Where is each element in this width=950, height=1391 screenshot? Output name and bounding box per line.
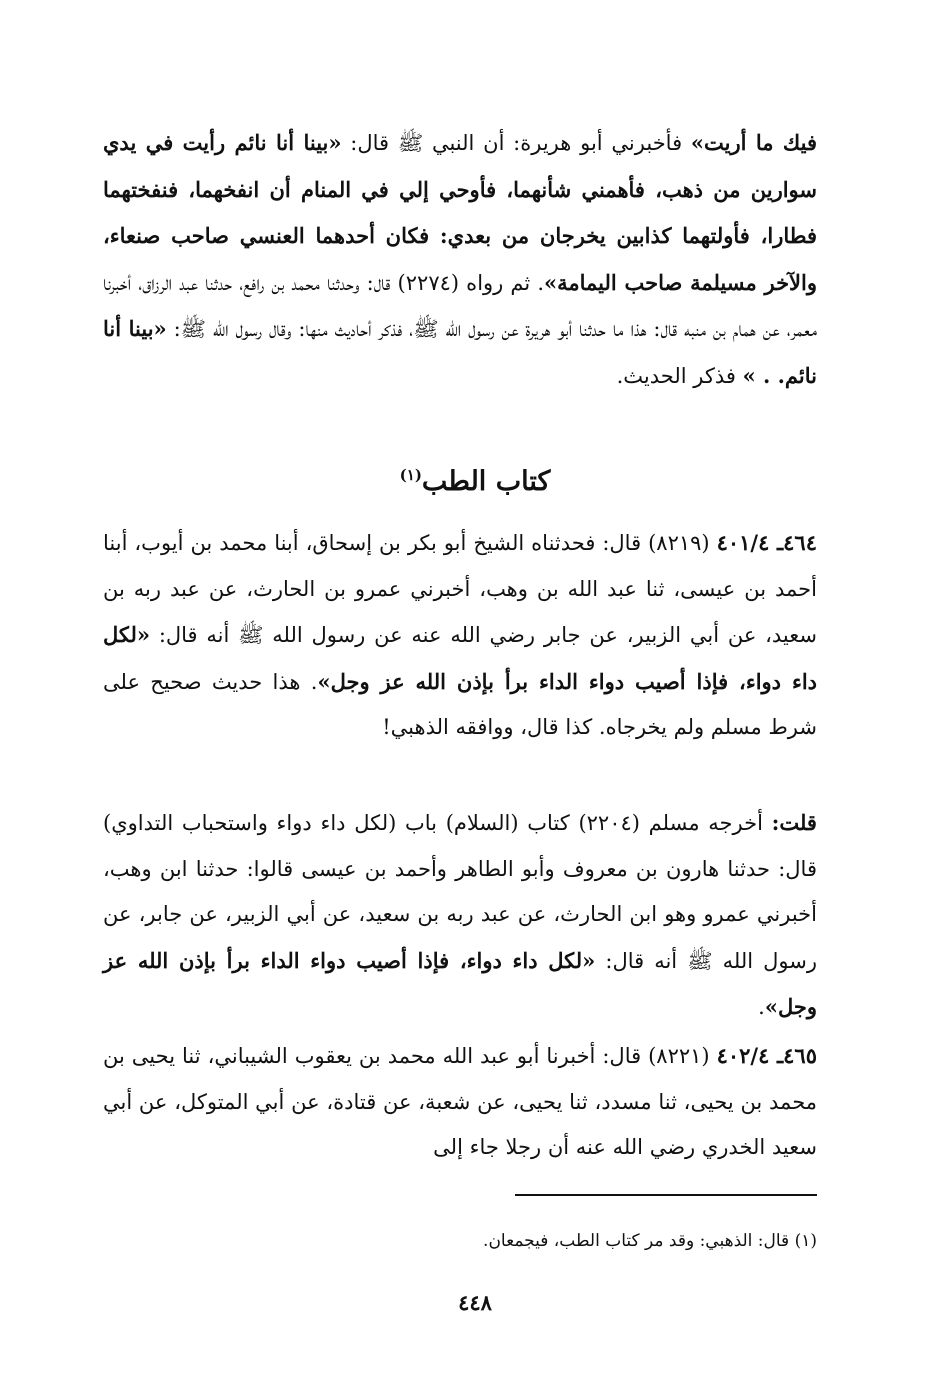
commentary-text: . هذا حديث صحيح على شرط مسلم ولم يخرجاه. كذا قال، ووافقه الذهبي! xyxy=(103,669,817,739)
narration-text: (٨٢١٩) قال: فحدثناه الشيخ أبو بكر بن إسحاق، أبنا محمد بن أيوب، أبنا أحمد بن عيسى، ثنا عبد الله بن وهب، أخبرني عمرو بن الحارث، عن عبد ربه بن سعيد، عن أبي الزبير، عن جابر رضي الله عنه عن رسول الله ﷺ أنه قال: xyxy=(103,531,817,647)
note-label: قلت: xyxy=(771,810,817,835)
narration-text: فذكر الحديث. xyxy=(616,363,743,388)
hadith-quote: «بينا أنا نائم. . » xyxy=(103,316,817,388)
hadith-entry-465 xyxy=(103,1033,817,1171)
editor-note xyxy=(103,800,817,1031)
narration-text: (٨٢٢١) قال: أخبرنا أبو عبد الله محمد بن يعقوب الشيباني، ثنا يحيى بن محمد بن يحيى، ثنا مسدد، ثنا يحيى، عن شعبة، عن قتادة، عن أبي المتوكل، عن أبي سعيد الخدري رضي الله عنه أن رجلا جاء إلى xyxy=(103,1044,817,1159)
page-number: ٤٤٨ xyxy=(458,1290,492,1315)
hadith-quote: «بينا أنا نائم رأيت في يدي سوارين من ذهب، فأهمني شأنهما، فأوحي إلي في المنام أن انفخهما، فنفختهما فطارا، فأولتهما كذابين يخرجان من بعدي: فكان أحدهما العنسي صاحب صنعاء، والآخر مسيلمة صاحب اليمامة» xyxy=(103,130,817,295)
hadith-number: ٤٦٤ـ ٤٠١/٤ xyxy=(716,530,817,555)
hadith-quote: «لكل داء دواء، فإذا أصيب دواء الداء برأ بإذن الله عز وجل» xyxy=(103,947,817,1019)
note-text: أخرجه مسلم (٢٢٠٤) كتاب (السلام) باب (لكل داء دواء واستحباب التداوي) قال: حدثنا هارون بن معروف وأبو الطاهر وأحمد بن عيسى قالوا: حدثنا ابن وهب، أخبرني عمرو وهو ابن الحارث، عن عبد ربه بن سعيد، عن أبي الزبير، عن جابر، عن رسول الله ﷺ أنه قال: xyxy=(103,811,817,973)
chapter-title: كتاب الطب xyxy=(421,466,551,497)
hadith-entry-464 xyxy=(103,520,817,751)
quote-fragment: فيك ما أريت» xyxy=(690,130,817,155)
hadith-quote: «لكل داء دواء، فإذا أصيب دواء الداء برأ بإذن الله عز وجل» xyxy=(103,622,818,694)
chapter-heading xyxy=(0,450,950,507)
footnote-marker: (١) xyxy=(399,466,422,484)
footnote-separator xyxy=(515,1194,817,1196)
paragraph-continuation xyxy=(103,120,817,399)
note-text: . xyxy=(758,995,765,1019)
narration-text: فأخبرني أبو هريرة: أن النبي ﷺ قال: xyxy=(341,131,691,155)
narration-text: . ثم رواه (٢٢٧٤) قال: وحدثنا محمد بن رافع، حدثنا عبد الرزاق، أخبرنا معمر، عن همام بن منبه قال: هذا ما حدثنا أبو هريرة عن رسول الله ﷺ، فذكر أحاديث منها: وقال رسول الله ﷺ: xyxy=(103,270,817,341)
hadith-number: ٤٦٥ـ ٤٠٢/٤ xyxy=(716,1043,817,1068)
footnote: (١) قال: الذهبي: وقد مر كتاب الطب، فيجمعان. xyxy=(483,1231,817,1251)
